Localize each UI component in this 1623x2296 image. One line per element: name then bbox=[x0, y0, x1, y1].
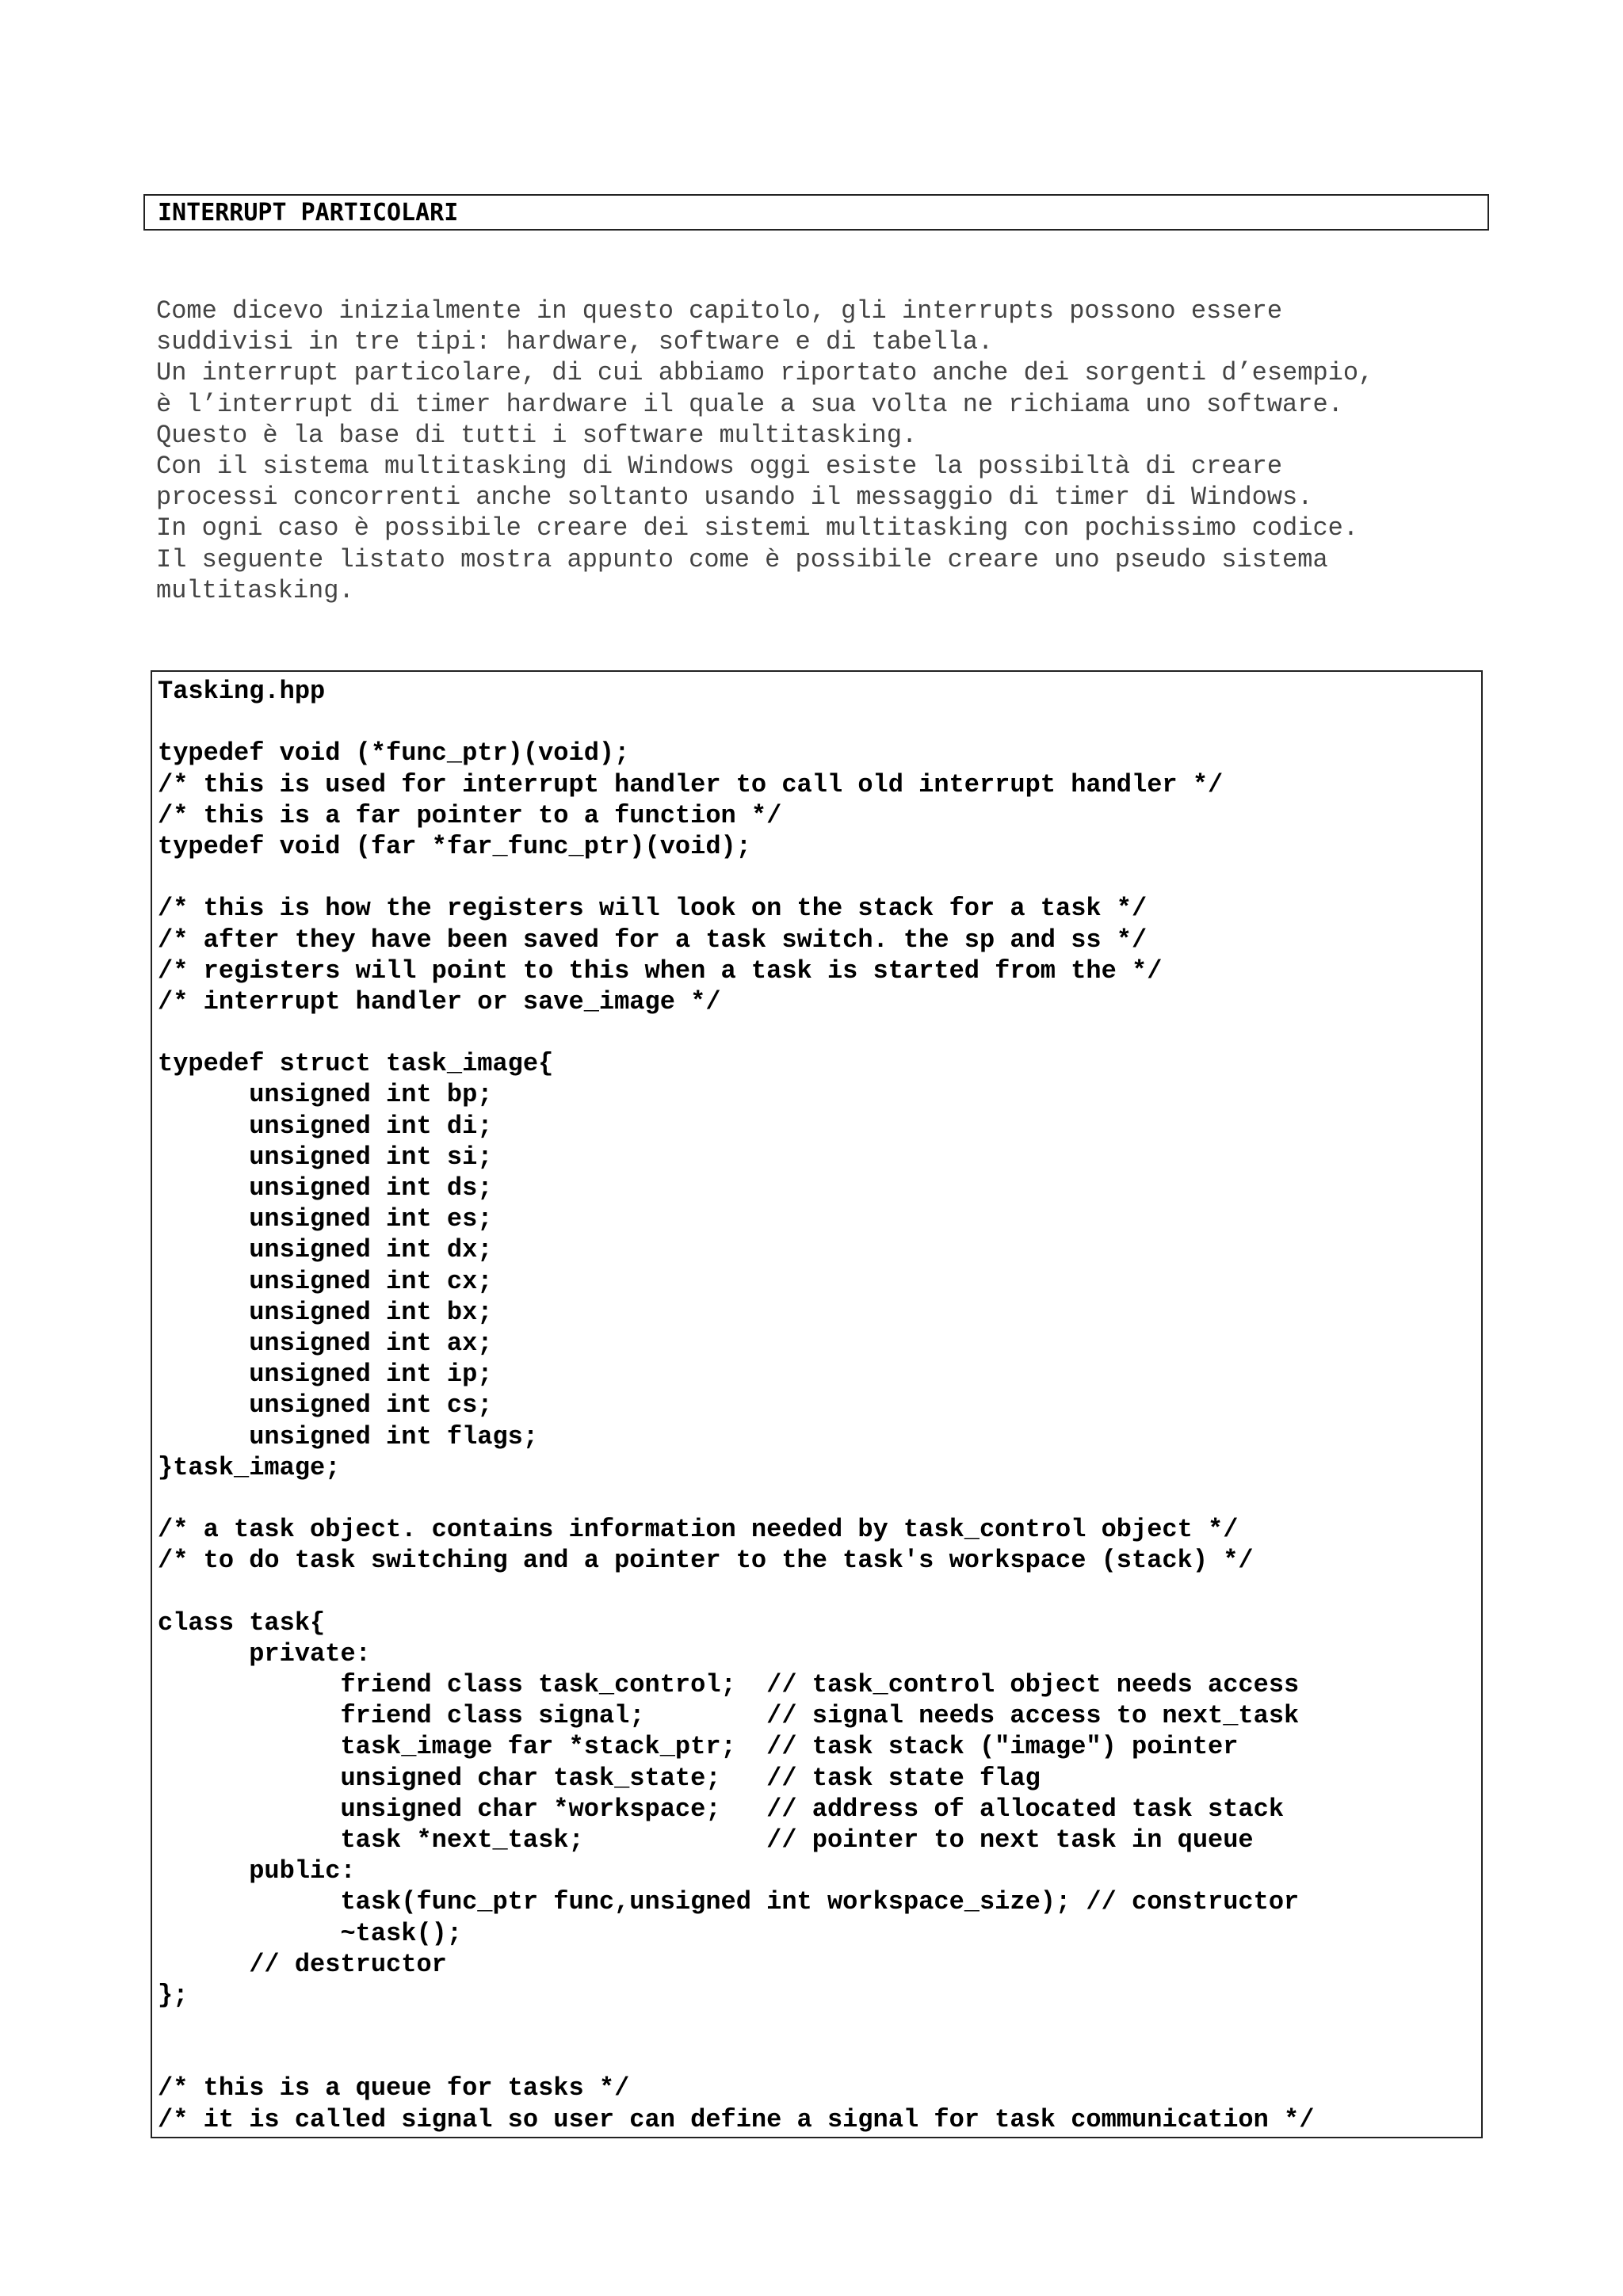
code-line: friend class signal; // signal needs access to next_task bbox=[158, 1701, 1300, 1731]
code-line: /* to do task switching and a pointer to the task's workspace (stack) */ bbox=[158, 1546, 1254, 1576]
code-line bbox=[158, 1017, 1314, 1048]
code-line: // destructor bbox=[158, 1949, 447, 1979]
code-line: Tasking.hpp bbox=[158, 677, 326, 706]
intro-line: suddivisi in tre tipi: hardware, software e di tabella. bbox=[156, 327, 994, 357]
code-line: typedef void (*func_ptr)(void); bbox=[158, 738, 630, 769]
code-line: task *next_task; // pointer to next task in queue bbox=[158, 1825, 1254, 1855]
code-line: unsigned int bx; bbox=[158, 1297, 493, 1327]
code-line: }task_image; bbox=[158, 1452, 341, 1482]
code-line: unsigned int cs; bbox=[158, 1390, 493, 1421]
intro-line: Come dicevo inizialmente in questo capitolo, gli interrupts possono essere bbox=[156, 296, 1283, 326]
code-line: /* this is used for interrupt handler to call old interrupt handler */ bbox=[158, 769, 1224, 799]
code-line bbox=[158, 707, 1314, 738]
code-line: /* this is a far pointer to a function */ bbox=[158, 800, 782, 830]
code-line bbox=[158, 1483, 1314, 1514]
code-line: /* interrupt handler or save_image */ bbox=[158, 986, 721, 1016]
code-line: task_image far *stack_ptr; // task stack ("image") pointer bbox=[158, 1732, 1239, 1762]
intro-line: multitasking. bbox=[156, 575, 354, 605]
code-line: task(func_ptr func,unsigned int workspace_size); // constructor bbox=[158, 1887, 1300, 1917]
code-line: class task{ bbox=[158, 1608, 326, 1638]
code-line: /* registers will point to this when a task is started from the */ bbox=[158, 955, 1163, 986]
code-line bbox=[158, 2042, 1314, 2073]
code-line: /* this is how the registers will look on the stack for a task */ bbox=[158, 894, 1148, 924]
section-heading-box bbox=[143, 194, 1489, 231]
section-title: INTERRUPT PARTICOLARI bbox=[158, 199, 459, 227]
code-line bbox=[158, 2011, 1314, 2042]
code-line: /* a task object. contains information needed by task_control object */ bbox=[158, 1515, 1239, 1545]
code-line: ~task(); bbox=[158, 1918, 463, 1948]
code-line: unsigned int ax; bbox=[158, 1328, 493, 1358]
code-line: unsigned int flags; bbox=[158, 1421, 539, 1451]
intro-line: Questo è la base di tutti i software multitasking. bbox=[156, 420, 918, 450]
code-line: unsigned int dx; bbox=[158, 1235, 493, 1265]
code-listing-box bbox=[151, 670, 1483, 2138]
code-line: /* this is a queue for tasks */ bbox=[158, 2073, 630, 2103]
code-line bbox=[158, 862, 1314, 893]
code-line: unsigned int si; bbox=[158, 1142, 493, 1172]
code-line: typedef void (far *far_func_ptr)(void); bbox=[158, 831, 751, 861]
code-line: unsigned int di; bbox=[158, 1111, 493, 1141]
intro-line: In ogni caso è possibile creare dei sistemi multitasking con pochissimo codice. bbox=[156, 513, 1359, 543]
code-line: unsigned int cx; bbox=[158, 1266, 493, 1296]
code-line: unsigned int ds; bbox=[158, 1173, 493, 1203]
code-line: unsigned char task_state; // task state flag bbox=[158, 1763, 1041, 1793]
code-line bbox=[158, 1576, 1314, 1607]
code-line: friend class task_control; // task_control object needs access bbox=[158, 1670, 1300, 1699]
code-listing bbox=[158, 676, 1314, 2135]
intro-line: Un interrupt particolare, di cui abbiamo riportato anche dei sorgenti d’esempio, bbox=[156, 358, 1374, 388]
code-line: }; bbox=[158, 1980, 189, 2010]
code-line: /* after they have been saved for a task switch. the sp and ss */ bbox=[158, 925, 1148, 955]
code-line: unsigned int ip; bbox=[158, 1360, 493, 1390]
code-line: public: bbox=[158, 1856, 356, 1886]
intro-paragraph bbox=[156, 296, 1519, 606]
intro-line: processi concorrenti anche soltanto usando il messaggio di timer di Windows. bbox=[156, 482, 1313, 513]
code-line: typedef struct task_image{ bbox=[158, 1049, 554, 1079]
intro-line: Il seguente listato mostra appunto come è possibile creare uno pseudo sistema bbox=[156, 544, 1328, 574]
code-line: unsigned int es; bbox=[158, 1204, 493, 1234]
intro-line: Con il sistema multitasking di Windows oggi esiste la possibiltà di creare bbox=[156, 451, 1283, 481]
code-line: private: bbox=[158, 1638, 371, 1669]
code-line: /* it is called signal so user can define a signal for task communication */ bbox=[158, 2104, 1315, 2134]
code-line: unsigned int bp; bbox=[158, 1080, 493, 1110]
intro-line: è l’interrupt di timer hardware il quale a sua volta ne richiama uno software. bbox=[156, 389, 1343, 419]
code-line: unsigned char *workspace; // address of allocated task stack bbox=[158, 1794, 1285, 1824]
